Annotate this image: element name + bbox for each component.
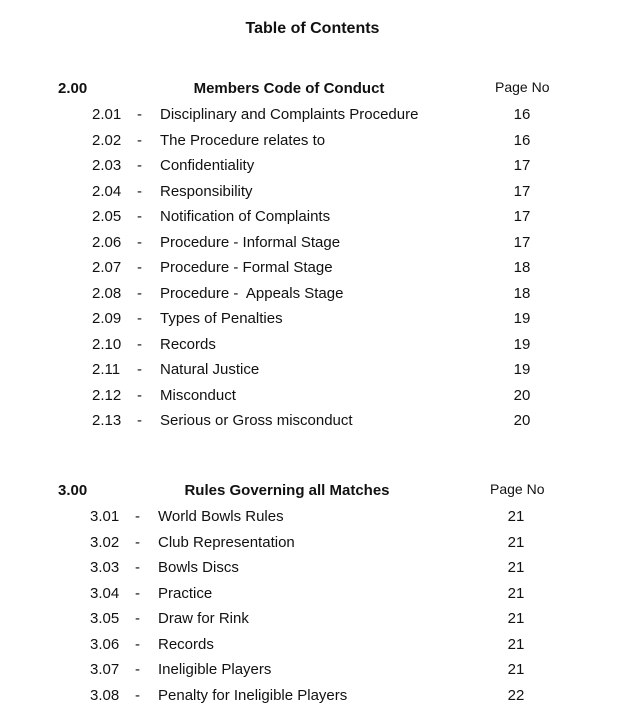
entry-number: 2.11 [92, 361, 121, 378]
toc-entry [0, 157, 625, 183]
toc-entry [0, 534, 625, 560]
entry-dash: - [137, 310, 142, 327]
entry-number: 2.02 [92, 131, 122, 149]
toc-entry [0, 285, 625, 311]
toc-entry [0, 559, 625, 585]
section-header [0, 80, 625, 106]
entry-number: 2.09 [92, 310, 122, 327]
entry-title: Records [158, 635, 214, 653]
entry-page-number: 17 [513, 208, 531, 225]
entry-title: Responsibility [160, 182, 253, 200]
entry-dash: - [137, 157, 142, 174]
entry-page-number: 17 [513, 182, 531, 200]
entry-dash: - [135, 584, 140, 602]
toc-entry [0, 259, 625, 285]
entry-page-number: 21 [507, 635, 525, 653]
entry-page-number: 19 [513, 310, 531, 327]
entry-title: Procedure - Informal Stage [160, 233, 341, 251]
entry-dash: - [137, 182, 142, 200]
toc-entry [0, 106, 625, 132]
entry-dash: - [135, 661, 140, 678]
section-items [0, 508, 625, 712]
entry-dash: - [137, 284, 142, 302]
entry-page-number: 20 [513, 386, 531, 404]
entry-number: 2.13 [92, 412, 122, 429]
section-number: 3.00 [58, 482, 88, 499]
entry-number: 2.08 [92, 284, 122, 302]
entry-dash: - [137, 106, 142, 123]
entry-dash: - [137, 131, 142, 149]
entry-dash: - [135, 610, 140, 627]
entry-dash: - [135, 533, 140, 551]
entry-title: Bowls Discs [158, 559, 239, 576]
section-2-members-code-of-conduct [0, 80, 625, 438]
entry-dash: - [135, 559, 140, 576]
entry-page-number: 18 [513, 259, 531, 276]
section-header [0, 482, 625, 508]
toc-entry [0, 387, 625, 413]
entry-dash: - [137, 386, 142, 404]
entry-number: 3.01 [90, 508, 120, 525]
section-number: 2.00 [58, 80, 88, 97]
entry-dash: - [137, 361, 142, 378]
entry-number: 2.06 [92, 233, 122, 251]
entry-dash: - [137, 259, 142, 276]
entry-title: Practice [158, 584, 213, 602]
entry-number: 3.05 [90, 610, 120, 627]
entry-number: 3.06 [90, 635, 120, 653]
entry-number: 2.03 [92, 157, 122, 174]
entry-title: Procedure - Formal Stage [160, 259, 333, 276]
entry-number: 3.04 [90, 584, 120, 602]
entry-page-number: 19 [513, 335, 531, 353]
entry-dash: - [137, 208, 142, 225]
toc-entry [0, 208, 625, 234]
entry-dash: - [135, 508, 140, 525]
entry-title: Ineligible Players [158, 661, 272, 678]
entry-number: 2.12 [92, 386, 122, 404]
entry-page-number: 21 [507, 508, 525, 525]
entry-number: 2.04 [92, 182, 122, 200]
entry-page-number: 21 [507, 610, 525, 627]
entry-title: Procedure - Appeals Stage [160, 284, 344, 302]
page-no-header: Page No [490, 481, 545, 497]
toc-entry [0, 234, 625, 260]
entry-title: World Bowls Rules [158, 508, 284, 525]
section-title: Members Code of Conduct [193, 80, 385, 97]
entry-title: The Procedure relates to [160, 131, 326, 149]
entry-number: 3.08 [90, 686, 120, 704]
toc-entry [0, 412, 625, 438]
entry-title: Serious or Gross misconduct [160, 412, 353, 429]
entry-title: Records [160, 335, 216, 353]
entry-page-number: 18 [513, 284, 531, 302]
toc-entry [0, 132, 625, 158]
entry-page-number: 22 [507, 686, 525, 704]
entry-page-number: 16 [513, 106, 531, 123]
page-no-header: Page No [495, 79, 550, 95]
entry-dash: - [135, 635, 140, 653]
toc-entry [0, 361, 625, 387]
entry-number: 3.03 [90, 559, 120, 576]
toc-entry [0, 310, 625, 336]
entry-page-number: 17 [513, 157, 531, 174]
toc-entry [0, 661, 625, 687]
entry-number: 2.10 [92, 335, 122, 353]
entry-number: 2.07 [92, 259, 122, 276]
toc-entry [0, 687, 625, 713]
entry-page-number: 21 [507, 661, 525, 678]
entry-dash: - [135, 686, 140, 704]
entry-title: Draw for Rink [158, 610, 249, 627]
entry-page-number: 19 [513, 361, 531, 378]
section-title: Rules Governing all Matches [184, 482, 390, 499]
entry-page-number: 20 [513, 412, 531, 429]
toc-entry [0, 508, 625, 534]
entry-page-number: 21 [507, 584, 525, 602]
entry-number: 3.07 [90, 661, 120, 678]
toc-entry [0, 610, 625, 636]
entry-dash: - [137, 412, 142, 429]
entry-title: Types of Penalties [160, 310, 283, 327]
entry-number: 2.05 [92, 208, 122, 225]
entry-page-number: 21 [507, 559, 525, 576]
entry-title: Natural Justice [160, 361, 260, 378]
toc-entry [0, 585, 625, 611]
entry-title: Penalty for Ineligible Players [158, 686, 348, 704]
entry-dash: - [137, 335, 142, 353]
section-items [0, 106, 625, 438]
toc-entry [0, 183, 625, 209]
toc-entry [0, 336, 625, 362]
toc-entry [0, 636, 625, 662]
section-3-rules-governing-all-matches [0, 482, 625, 712]
entry-title: Club Representation [158, 533, 295, 551]
entry-page-number: 16 [513, 131, 531, 149]
entry-title: Misconduct [160, 386, 236, 404]
entry-title: Confidentiality [160, 157, 255, 174]
entry-dash: - [137, 233, 142, 251]
document-title: Table of Contents [245, 20, 380, 37]
entry-number: 2.01 [92, 106, 122, 123]
entry-page-number: 21 [507, 533, 525, 551]
entry-number: 3.02 [90, 533, 120, 551]
entry-title: Disciplinary and Complaints Procedure [160, 106, 419, 123]
entry-title: Notification of Complaints [160, 208, 331, 225]
entry-page-number: 17 [513, 233, 531, 251]
